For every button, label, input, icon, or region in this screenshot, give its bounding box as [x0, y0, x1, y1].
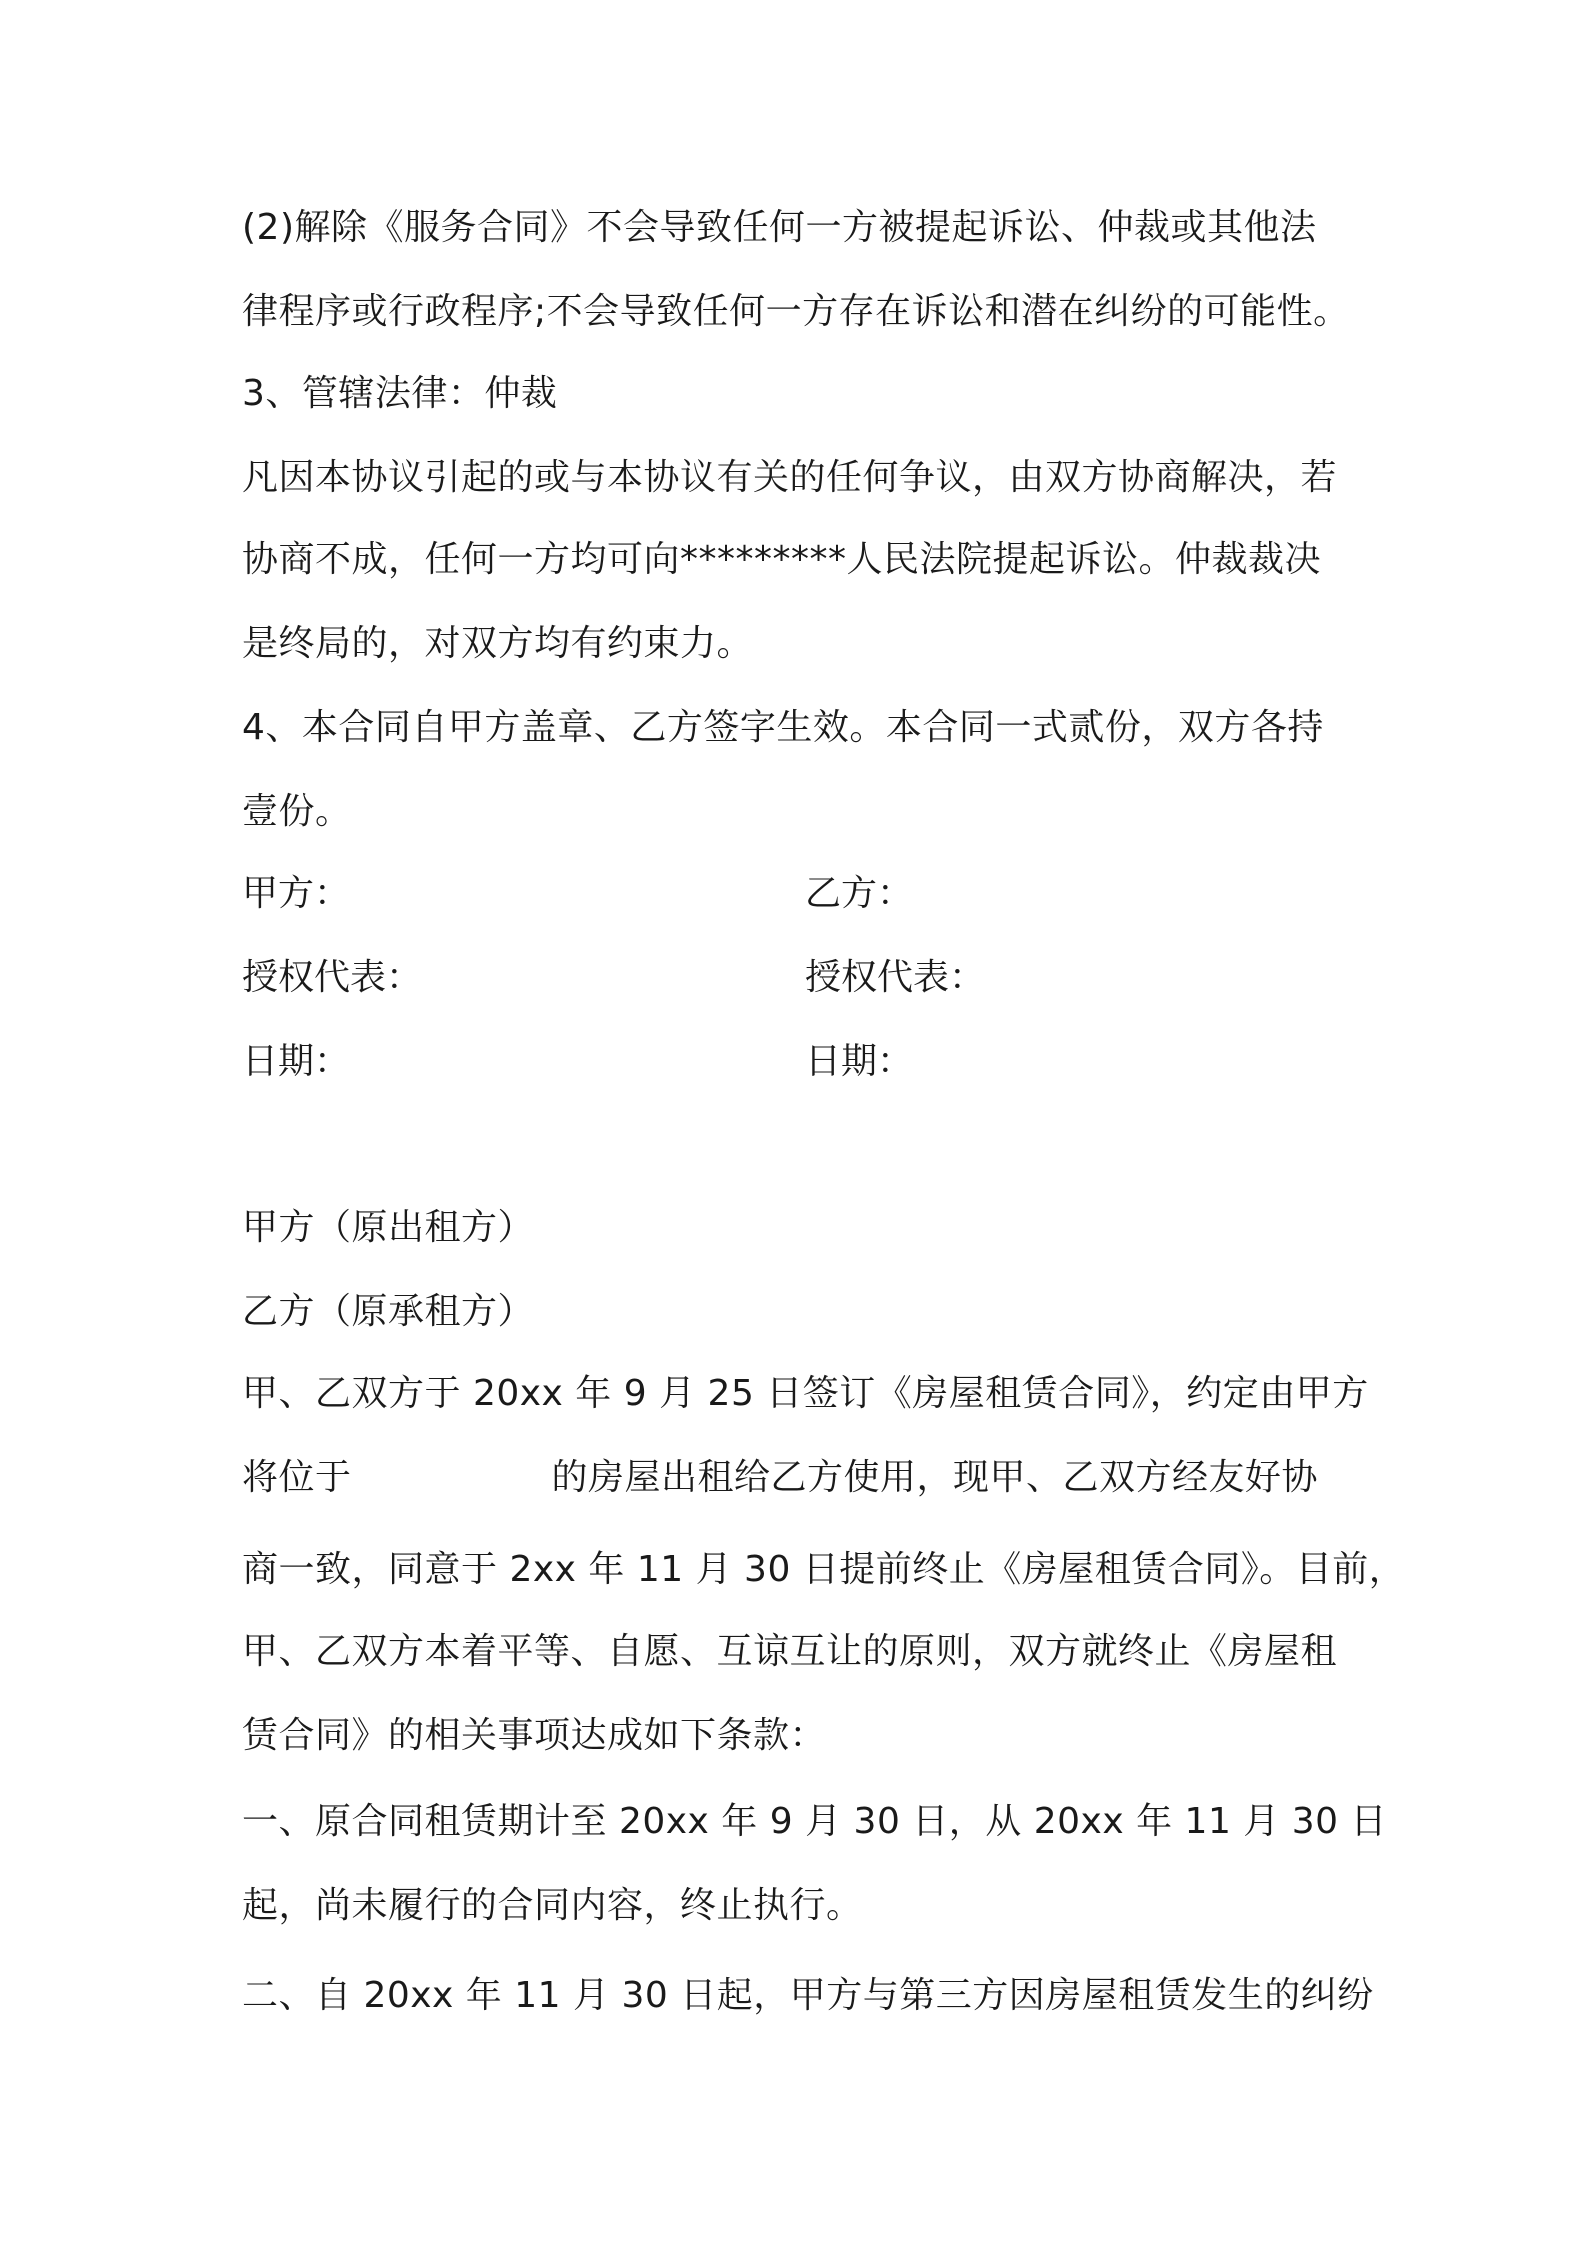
signature-rep-a: 授权代表：: [242, 957, 423, 998]
clause-line: 起，尚未履行的合同内容，终止执行。: [242, 1885, 863, 1926]
clause-line: 一、原合同租赁期计至 20xx 年 9 月 30 日，从 20xx 年 11 月 30 日: [242, 1801, 1387, 1842]
paragraph-line: 4、本合同自甲方盖章、乙方签字生效。本合同一式贰份，双方各持: [242, 707, 1324, 748]
paragraph-line: 协商不成，任何一方均可向*********人民法院提起诉讼。仲裁裁决: [242, 539, 1322, 580]
clause-line: 二、自 20xx 年 11 月 30 日起，甲方与第三方因房屋租赁发生的纠纷: [242, 1975, 1374, 2016]
paragraph-line: [242, 1456, 1362, 1500]
paragraph-line: 商一致，同意于 2xx 年 11 月 30 日提前终止《房屋租赁合同》。目前，: [242, 1549, 1406, 1590]
paragraph-line: 甲、乙双方于 20xx 年 9 月 25 日签订《房屋租赁合同》，约定由甲方: [242, 1373, 1369, 1414]
party-a-line: 甲方（原出租方）: [242, 1207, 535, 1248]
signature-date-b: 日期：: [805, 1041, 914, 1082]
paragraph-line: 甲、乙双方本着平等、自愿、互谅互让的原则，双方就终止《房屋租: [242, 1631, 1338, 1672]
party-b-line: 乙方（原承租方）: [242, 1291, 535, 1332]
paragraph-line: 律程序或行政程序;不会导致任何一方存在诉讼和潜在纠纷的可能性。: [242, 291, 1350, 332]
signature-rep-b: 授权代表：: [805, 957, 986, 998]
paragraph-line: 凡因本协议引起的或与本协议有关的任何争议，由双方协商解决，若: [242, 457, 1338, 498]
signature-date-a: 日期：: [242, 1041, 351, 1082]
text-fragment: 将位于: [242, 1457, 352, 1498]
text-fragment: 的房屋出租给乙方使用，现甲、乙双方经友好协: [551, 1457, 1319, 1498]
paragraph-line: 壹份。: [242, 791, 352, 832]
signature-party-a: 甲方：: [242, 873, 351, 914]
paragraph-line: 是终局的，对双方均有约束力。: [242, 623, 754, 664]
paragraph-line: 赁合同》的相关事项达成如下条款：: [242, 1715, 827, 1756]
clause-heading: 3、管辖法律：仲裁: [242, 373, 558, 414]
signature-party-b: 乙方：: [805, 873, 914, 914]
paragraph-line: (2)解除《服务合同》不会导致任何一方被提起诉讼、仲裁或其他法: [242, 207, 1317, 248]
